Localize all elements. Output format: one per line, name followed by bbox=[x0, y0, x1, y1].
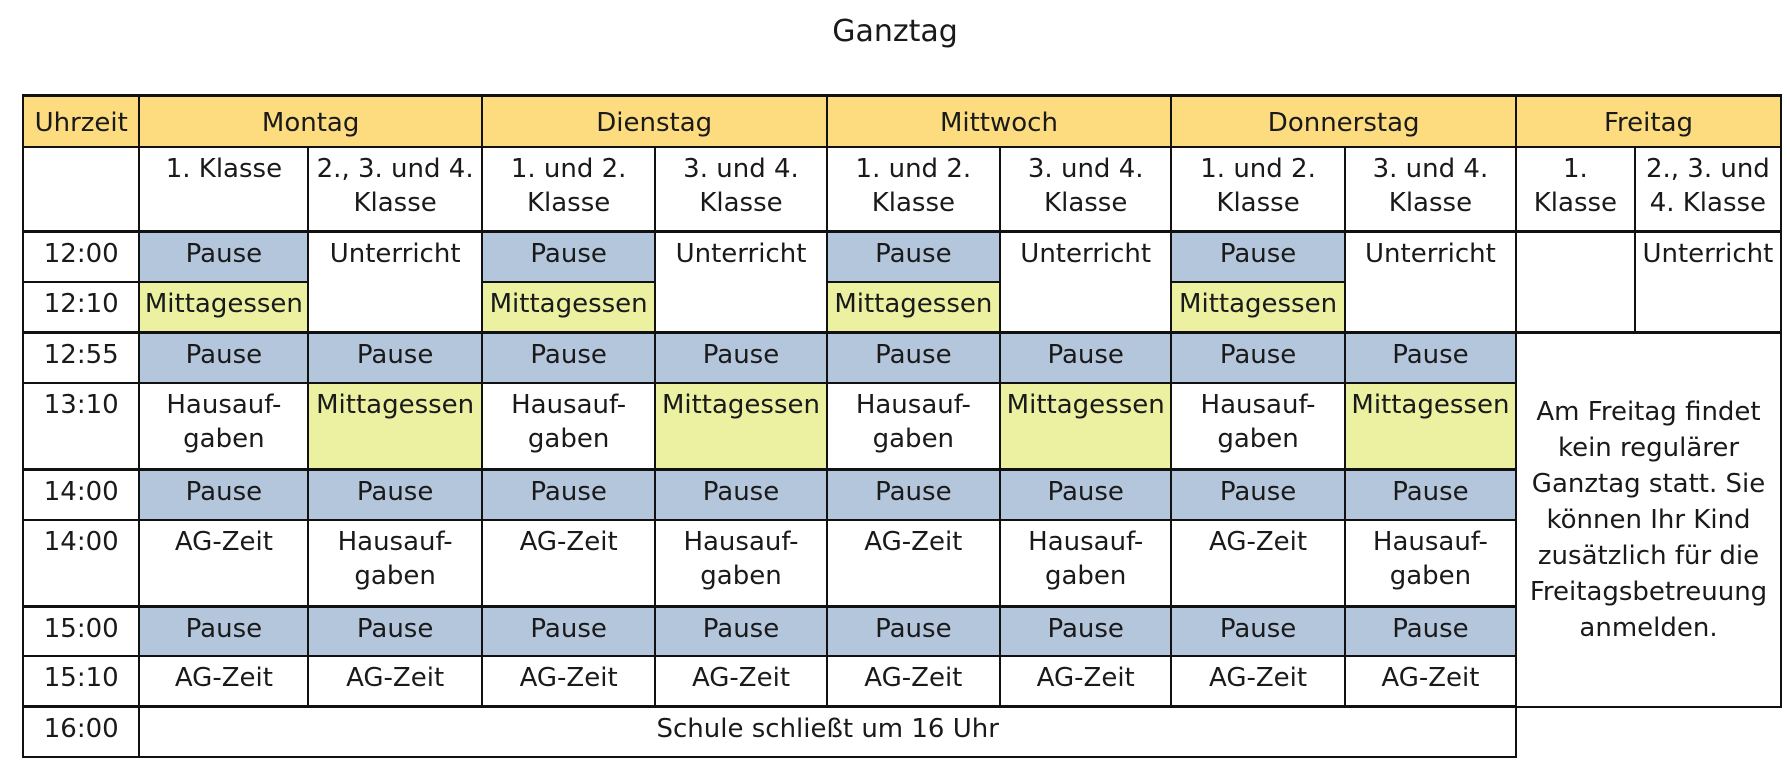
ag-zeit-cell: AG-Zeit bbox=[827, 656, 1001, 706]
hausaufgaben-cell: Hausauf-gaben bbox=[139, 383, 308, 470]
pause-cell: Pause bbox=[1171, 469, 1345, 519]
ag-zeit-cell: AG-Zeit bbox=[1171, 656, 1345, 706]
ag-zeit-cell: AG-Zeit bbox=[482, 656, 656, 706]
ag-zeit-cell: AG-Zeit bbox=[1171, 520, 1345, 607]
mittagessen-cell: Mittagessen bbox=[1000, 383, 1171, 470]
mittagessen-cell: Mittagessen bbox=[139, 282, 308, 332]
pause-cell: Pause bbox=[139, 332, 308, 382]
pause-cell: Pause bbox=[1000, 606, 1171, 656]
friday-note: Am Freitag findet kein regulärer Ganztag statt. Sie können Ihr Kind zusätzlich für die Freitagsbetreuung anmelden. bbox=[1516, 332, 1781, 706]
ag-zeit-cell: AG-Zeit bbox=[308, 656, 482, 706]
pause-cell: Pause bbox=[139, 232, 308, 282]
class-label: 1. und 2. Klasse bbox=[1171, 147, 1345, 232]
pause-cell: Pause bbox=[827, 332, 1001, 382]
pause-cell: Pause bbox=[1171, 232, 1345, 282]
pause-cell: Pause bbox=[139, 606, 308, 656]
pause-cell: Pause bbox=[482, 469, 656, 519]
mittagessen-cell: Mittagessen bbox=[482, 282, 656, 332]
pause-cell: Pause bbox=[1000, 469, 1171, 519]
pause-cell: Pause bbox=[482, 332, 656, 382]
ag-zeit-cell: AG-Zeit bbox=[1000, 656, 1171, 706]
pause-cell: Pause bbox=[308, 606, 482, 656]
unterricht-cell: Unterricht bbox=[308, 232, 482, 332]
day-header-row bbox=[23, 96, 1781, 147]
pause-cell: Pause bbox=[139, 469, 308, 519]
time-cell: 13:10 bbox=[23, 383, 139, 470]
day-header-donnerstag: Donnerstag bbox=[1171, 96, 1516, 147]
day-header-dienstag: Dienstag bbox=[482, 96, 827, 147]
class-label: 1. Klasse bbox=[1516, 147, 1635, 232]
class-label: 1. und 2. Klasse bbox=[827, 147, 1001, 232]
class-label: 2., 3. und 4. Klasse bbox=[308, 147, 482, 232]
unterricht-cell: Unterricht bbox=[1635, 232, 1781, 332]
day-header-mittwoch: Mittwoch bbox=[827, 96, 1172, 147]
pause-cell: Pause bbox=[827, 232, 1001, 282]
unterricht-cell: Unterricht bbox=[1345, 232, 1516, 332]
pause-cell: Pause bbox=[1171, 606, 1345, 656]
unterricht-cell: Unterricht bbox=[1000, 232, 1171, 332]
pause-cell: Pause bbox=[1171, 332, 1345, 382]
ag-zeit-cell: AG-Zeit bbox=[1345, 656, 1516, 706]
class-header-row bbox=[23, 147, 1781, 232]
schedule-table bbox=[22, 94, 1782, 758]
empty-cell bbox=[1516, 232, 1635, 332]
unterricht-cell: Unterricht bbox=[655, 232, 826, 332]
time-cell: 15:10 bbox=[23, 656, 139, 706]
pause-cell: Pause bbox=[827, 469, 1001, 519]
class-label: 3. und 4. Klasse bbox=[1345, 147, 1516, 232]
pause-cell: Pause bbox=[1345, 332, 1516, 382]
hausaufgaben-cell: Hausauf-gaben bbox=[1000, 520, 1171, 607]
ag-zeit-cell: AG-Zeit bbox=[139, 520, 308, 607]
ag-zeit-cell: AG-Zeit bbox=[139, 656, 308, 706]
pause-cell: Pause bbox=[827, 606, 1001, 656]
hausaufgaben-cell: Hausauf-gaben bbox=[308, 520, 482, 607]
time-cell: 14:00 bbox=[23, 520, 139, 607]
pause-cell: Pause bbox=[308, 469, 482, 519]
closing-note: Schule schließt um 16 Uhr bbox=[139, 707, 1516, 757]
class-label: 3. und 4. Klasse bbox=[655, 147, 826, 232]
pause-cell: Pause bbox=[1345, 606, 1516, 656]
class-label: 3. und 4. Klasse bbox=[1000, 147, 1171, 232]
hausaufgaben-cell: Hausauf-gaben bbox=[827, 383, 1001, 470]
schedule-row-1200 bbox=[23, 232, 1781, 282]
pause-cell: Pause bbox=[655, 332, 826, 382]
mittagessen-cell: Mittagessen bbox=[308, 383, 482, 470]
pause-cell: Pause bbox=[1000, 332, 1171, 382]
empty-cell bbox=[23, 147, 139, 232]
schedule-row-1600 bbox=[23, 707, 1781, 757]
pause-cell: Pause bbox=[655, 469, 826, 519]
time-cell: 12:10 bbox=[23, 282, 139, 332]
mittagessen-cell: Mittagessen bbox=[1171, 282, 1345, 332]
time-cell: 15:00 bbox=[23, 606, 139, 656]
hausaufgaben-cell: Hausauf-gaben bbox=[1345, 520, 1516, 607]
mittagessen-cell: Mittagessen bbox=[1345, 383, 1516, 470]
ag-zeit-cell: AG-Zeit bbox=[655, 656, 826, 706]
time-cell: 16:00 bbox=[23, 707, 139, 757]
time-header: Uhrzeit bbox=[23, 96, 139, 147]
page-title: Ganztag bbox=[832, 14, 958, 49]
hausaufgaben-cell: Hausauf-gaben bbox=[482, 383, 656, 470]
time-cell: 12:00 bbox=[23, 232, 139, 282]
pause-cell: Pause bbox=[1345, 469, 1516, 519]
pause-cell: Pause bbox=[655, 606, 826, 656]
class-label: 1. Klasse bbox=[139, 147, 308, 232]
schedule-row-1255 bbox=[23, 332, 1781, 382]
ag-zeit-cell: AG-Zeit bbox=[482, 520, 656, 607]
pause-cell: Pause bbox=[482, 606, 656, 656]
pause-cell: Pause bbox=[482, 232, 656, 282]
time-cell: 14:00 bbox=[23, 469, 139, 519]
class-label: 2., 3. und 4. Klasse bbox=[1635, 147, 1781, 232]
mittagessen-cell: Mittagessen bbox=[655, 383, 826, 470]
ag-zeit-cell: AG-Zeit bbox=[827, 520, 1001, 607]
day-header-montag: Montag bbox=[139, 96, 481, 147]
hausaufgaben-cell: Hausauf-gaben bbox=[655, 520, 826, 607]
time-cell: 12:55 bbox=[23, 332, 139, 382]
mittagessen-cell: Mittagessen bbox=[827, 282, 1001, 332]
pause-cell: Pause bbox=[308, 332, 482, 382]
day-header-freitag: Freitag bbox=[1516, 96, 1781, 147]
class-label: 1. und 2. Klasse bbox=[482, 147, 656, 232]
hausaufgaben-cell: Hausauf-gaben bbox=[1171, 383, 1345, 470]
